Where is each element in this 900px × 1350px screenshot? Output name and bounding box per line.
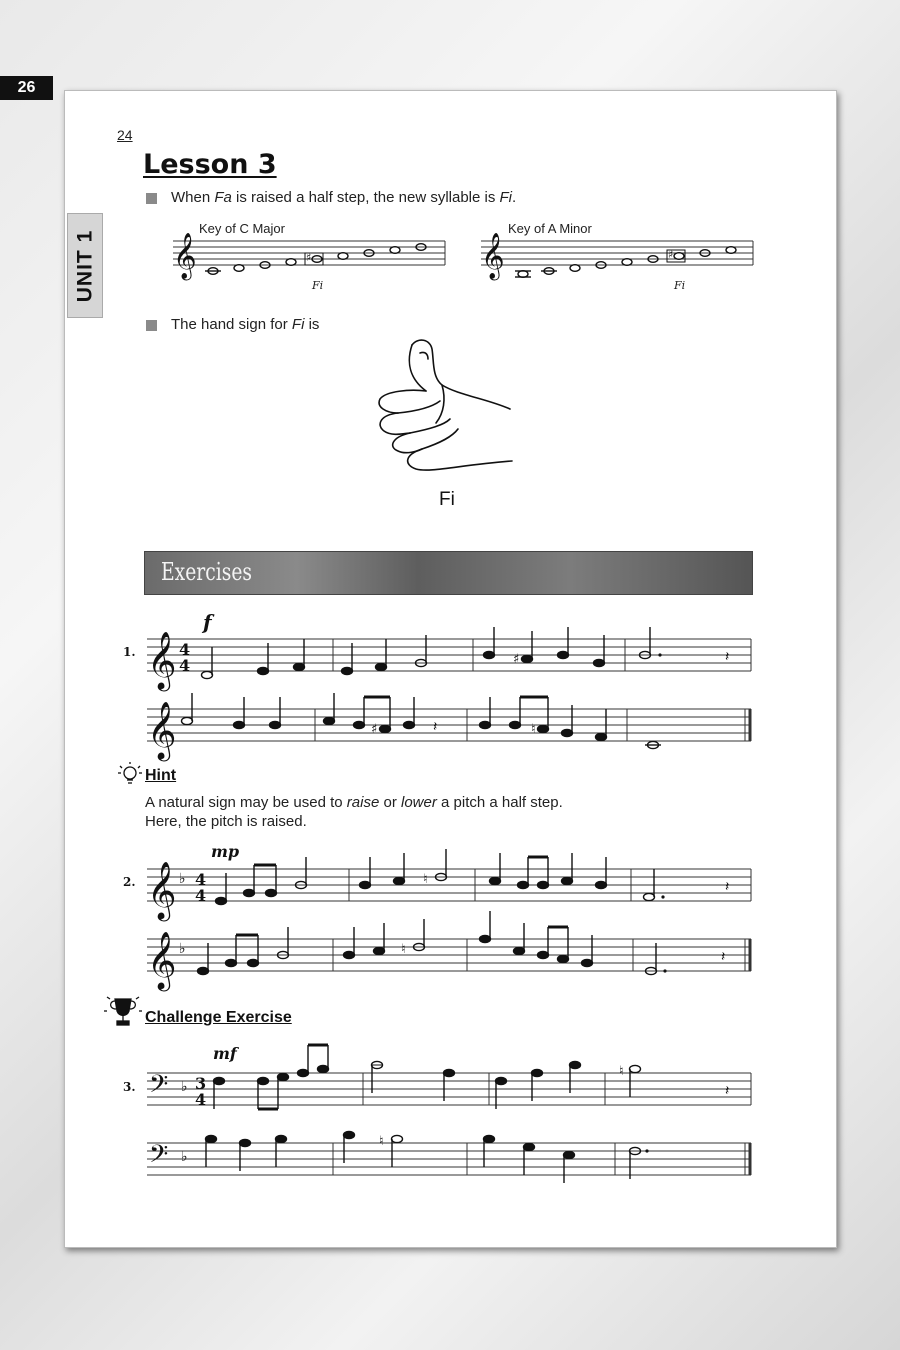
intro-part2: is raised a half step, the new syllable is: [231, 189, 500, 206]
lesson-title: Lesson 3: [143, 149, 277, 180]
intro-fi: Fi: [499, 189, 513, 206]
treble-clef-icon: 𝄞: [481, 233, 505, 279]
intro-part3: .: [512, 189, 517, 206]
scale-note-label: Fi: [674, 279, 686, 292]
svg-text:♮: ♮: [619, 1064, 624, 1079]
unit-tab: [67, 213, 103, 318]
exercises-banner: [144, 551, 753, 595]
exercise-1-staff: [115, 611, 755, 771]
svg-text:𝄽: 𝄽: [725, 879, 730, 895]
exercise-number: 1.: [123, 645, 136, 659]
svg-text:♮: ♮: [423, 872, 428, 887]
hint-line1-b: or: [379, 794, 401, 811]
hand-sign-fi: Fi: [291, 316, 305, 333]
flat-key-signature-icon: ♭: [179, 941, 186, 957]
exercise-3-staff: [115, 1041, 755, 1191]
svg-text:𝄽: 𝄽: [725, 649, 730, 665]
intro-fa: Fa: [214, 189, 232, 206]
hand-sign-text: [171, 316, 319, 333]
time-signature-top: 3: [195, 1074, 207, 1093]
treble-clef-icon: 𝄞: [173, 233, 197, 279]
svg-text:𝄽: 𝄽: [721, 949, 726, 965]
unit-tab-label: UNIT 1: [73, 229, 97, 302]
hint-text: [145, 793, 665, 831]
bullet-square: [146, 320, 157, 331]
svg-text:♯: ♯: [371, 722, 378, 737]
time-signature-bottom: 4: [179, 656, 191, 675]
outer-page-number: 26: [0, 76, 53, 100]
challenge-title: Challenge Exercise: [145, 1009, 292, 1026]
time-signature-top: 4: [195, 870, 207, 889]
dynamic-marking: f: [203, 611, 212, 634]
scales-staff: [165, 229, 765, 299]
hint-title: Hint: [145, 767, 177, 784]
time-signature-top: 4: [179, 640, 191, 659]
bullet-square: [146, 193, 157, 204]
book-page: [64, 90, 837, 1248]
hint-line1-c: a pitch a half step.: [436, 794, 563, 811]
scale-label-c-major: Key of C Major: [199, 221, 285, 236]
treble-clef-icon: 𝄞: [147, 931, 177, 989]
exercise-2-staff: [115, 841, 755, 1001]
bass-clef-icon: 𝄢: [149, 1140, 169, 1175]
svg-text:♯: ♯: [513, 652, 520, 667]
hint-raise: raise: [346, 794, 380, 811]
svg-text:♮: ♮: [401, 942, 406, 957]
lightbulb-icon: [117, 761, 143, 787]
dynamic-marking: mp: [211, 842, 240, 861]
hint-lower: lower: [401, 794, 437, 811]
treble-clef-icon: 𝄞: [147, 631, 177, 689]
hand-sign-caption: Fi: [439, 489, 455, 510]
svg-text:♯: ♯: [306, 251, 312, 264]
intro-part1: When: [171, 189, 215, 206]
bass-clef-icon: 𝄢: [149, 1070, 169, 1105]
trophy-icon: [103, 993, 143, 1029]
hint-line2: Here, the pitch is raised.: [145, 813, 307, 830]
page-number: 24: [117, 127, 133, 143]
svg-text:♯: ♯: [668, 248, 674, 261]
time-signature-bottom: 4: [195, 886, 207, 905]
hand-sign-part1: The hand sign for: [171, 316, 292, 333]
flat-key-signature-icon: ♭: [179, 871, 186, 887]
treble-clef-icon: 𝄞: [147, 701, 177, 759]
dynamic-marking: mf: [213, 1044, 237, 1063]
hand-sign-part2: is: [304, 316, 320, 333]
svg-text:𝄽: 𝄽: [725, 1083, 730, 1099]
exercises-heading: Exercises: [161, 558, 253, 586]
hint-line1-a: A natural sign may be used to: [145, 794, 347, 811]
scale-label-a-minor: Key of A Minor: [508, 221, 592, 236]
exercise-number: 2.: [123, 875, 136, 889]
thumb-hand-sign-icon: [370, 333, 530, 483]
scale-note-label: Fi: [312, 279, 324, 292]
flat-key-signature-icon: ♭: [181, 1149, 188, 1165]
svg-text:♮: ♮: [379, 1134, 384, 1149]
time-signature-bottom: 4: [195, 1090, 207, 1109]
exercise-number: 3.: [123, 1080, 136, 1094]
svg-text:𝄽: 𝄽: [433, 719, 438, 735]
svg-text:♮: ♮: [531, 722, 536, 737]
flat-key-signature-icon: ♭: [181, 1079, 188, 1095]
intro-text: [171, 189, 516, 206]
treble-clef-icon: 𝄞: [147, 861, 177, 919]
